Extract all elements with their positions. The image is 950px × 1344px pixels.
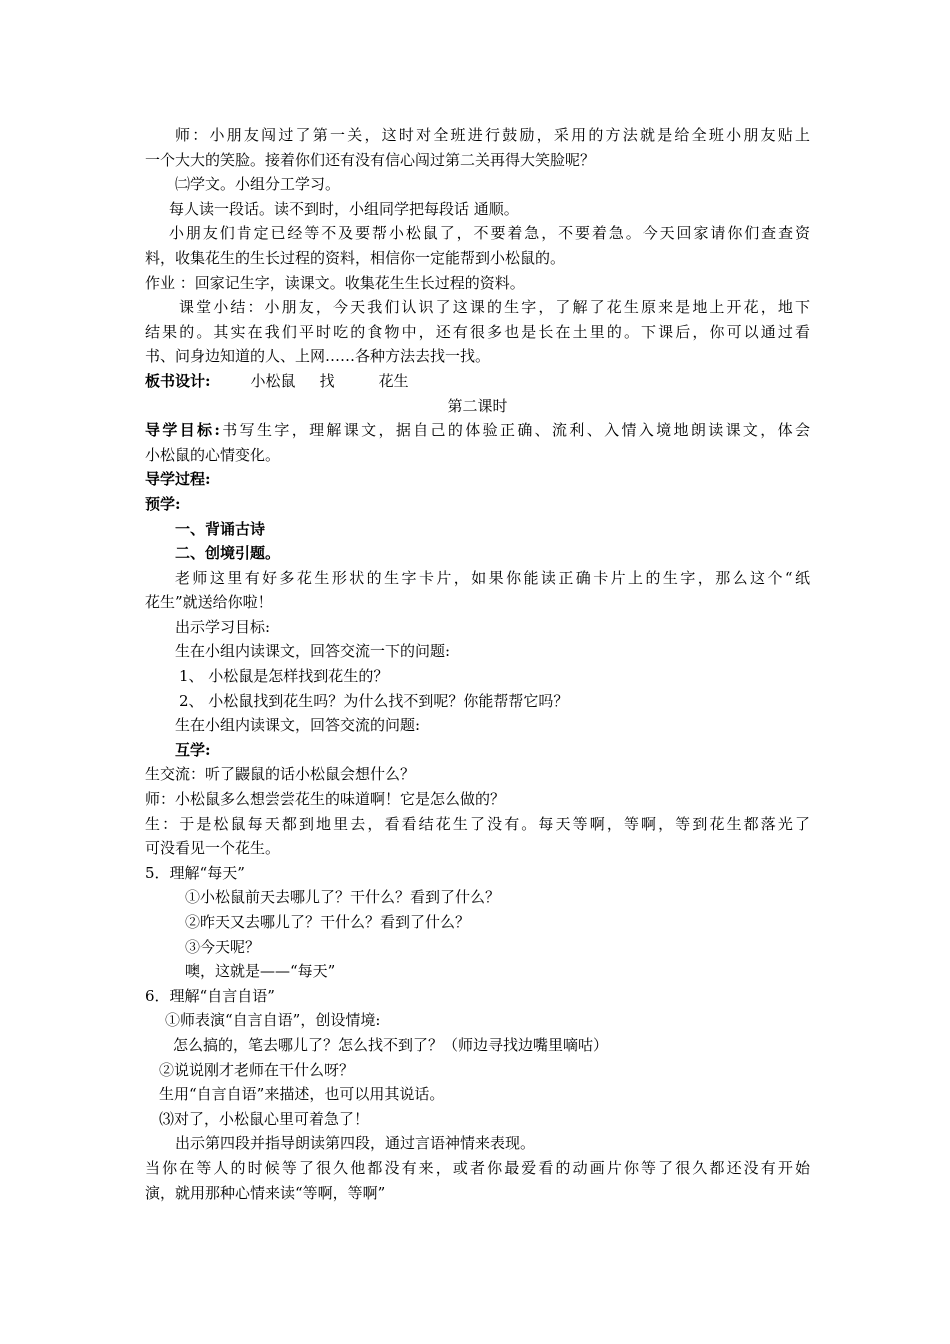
goal-line	[145, 418, 810, 443]
board-design-label: 板书设计:	[145, 371, 211, 390]
question-item: ①师表演“自言自语”，创设情境:	[165, 1011, 381, 1030]
goal-label: 导学目标:	[145, 421, 220, 440]
goal-text: 书写生字，理解课文，据自己的体验正确、流利、入情入境地朗读课文，体会	[219, 421, 810, 440]
paragraph-line: 可没看见一个花生。	[145, 839, 281, 858]
paragraph-line: 生交流：听了鼹鼠的话小松鼠会想什么？	[145, 765, 416, 784]
question-item: ②说说刚才老师在干什么呀？	[159, 1060, 355, 1079]
paragraph-line: 生：于是松鼠每天都到地里去，看看结花生了没有。每天等啊，等啊，等到花生都落光了	[145, 814, 810, 833]
paragraph-line: 演，就用那种心情来读“等啊，等啊”	[145, 1183, 386, 1202]
step-heading: 一、背诵古诗	[175, 519, 266, 538]
mutual-study-heading: 互学:	[175, 740, 211, 759]
paragraph-line: 老师这里有好多花生形状的生字卡片，如果你能读正确卡片上的生字，那么这个“纸	[175, 568, 810, 587]
question-item: ②昨天又去哪儿了？干什么？看到了什么？	[185, 913, 471, 931]
paragraph-line: 花生”就送给你啦！	[145, 593, 273, 612]
goal-line: 小松鼠的心情变化。	[145, 445, 281, 464]
paragraph-line: 生在小组内读课文，回答交流的问题:	[175, 716, 421, 735]
paragraph-line: 出示学习目标:	[175, 617, 271, 636]
paragraph-line: 怎么搞的，笔去哪儿了？怎么找不到了？（师边寻找边嘴里嘀咕）	[173, 1035, 609, 1054]
section-heading: ㈡学文。小组分工学习。	[175, 175, 341, 194]
paragraph-line: 师：小松鼠多么想尝尝花生的味道啊！它是怎么做的？	[145, 790, 506, 809]
paragraph-line: 每人读一段话。读不到时，小组同学把每段话 通顺。	[169, 199, 519, 218]
process-heading: 导学过程:	[145, 470, 211, 489]
paragraph-line: 师：小朋友闯过了第一关，这时对全班进行鼓励，采用的方法就是给全班小朋友贴上	[175, 126, 810, 144]
board-design-line	[145, 369, 810, 394]
paragraph-line: 出示第四段并指导朗读第四段，通过言语神情来表现。	[175, 1134, 536, 1153]
document-page	[145, 123, 810, 1205]
summary-line: 书、问身边知道的人、上网……各种方法去找一找。	[145, 347, 491, 366]
paragraph-line: 生用“自言自语”来描述，也可以用其说话。	[159, 1085, 445, 1104]
step-heading: 二、创境引题。	[175, 544, 281, 563]
board-word: 找	[319, 371, 335, 390]
homework-line: 作业 ：回家记生字，读课文。收集花生生长过程的资料。	[145, 273, 525, 292]
paragraph-line: 小朋友们肯定已经等不及要帮小松鼠了，不要着急，不要着急。今天回家请你们查查资	[169, 224, 810, 243]
question-item: 1、 小松鼠是怎样找到花生的？	[179, 667, 389, 686]
paragraph-line: 当你在等人的时候等了很久他都没有来，或者你最爱看的动画片你等了很久都还没有开始	[145, 1158, 810, 1177]
lesson-title: 第二课时	[447, 396, 508, 415]
paragraph-line: 生在小组内读课文，回答交流一下的问题:	[175, 642, 451, 661]
paragraph-line: 一个大大的笑脸。接着你们还有没有信心闯过第二关再得大笑脸呢？	[145, 150, 596, 169]
board-word: 花生	[378, 371, 409, 390]
question-item: ⑶对了，小松鼠心里可着急了！	[159, 1109, 370, 1128]
summary-line: 结果的。其实在我们平时吃的食物中，还有很多也是长在土里的。下课后，你可以通过看	[145, 322, 810, 341]
paragraph-line: 噢，这就是——“每天”	[185, 962, 336, 981]
question-item: 2、 小松鼠找到花生吗？为什么找不到呢？你能帮帮它吗？	[179, 691, 569, 710]
step-heading: 6．理解“自言自语”	[145, 986, 275, 1005]
step-heading: 5．理解“每天”	[145, 863, 245, 882]
paragraph-line: 料，收集花生的生长过程的资料，相信你一定能帮到小松鼠的。	[145, 248, 566, 267]
prestudy-heading: 预学:	[145, 494, 181, 513]
board-word: 小松鼠	[250, 371, 296, 390]
question-item: ③今天呢？	[185, 937, 261, 956]
summary-line: 课堂小结：小朋友，今天我们认识了这课的生字，了解了花生原来是地上开花，地下	[179, 298, 810, 317]
question-item: ①小松鼠前天去哪儿了？干什么？看到了什么？	[185, 888, 501, 907]
